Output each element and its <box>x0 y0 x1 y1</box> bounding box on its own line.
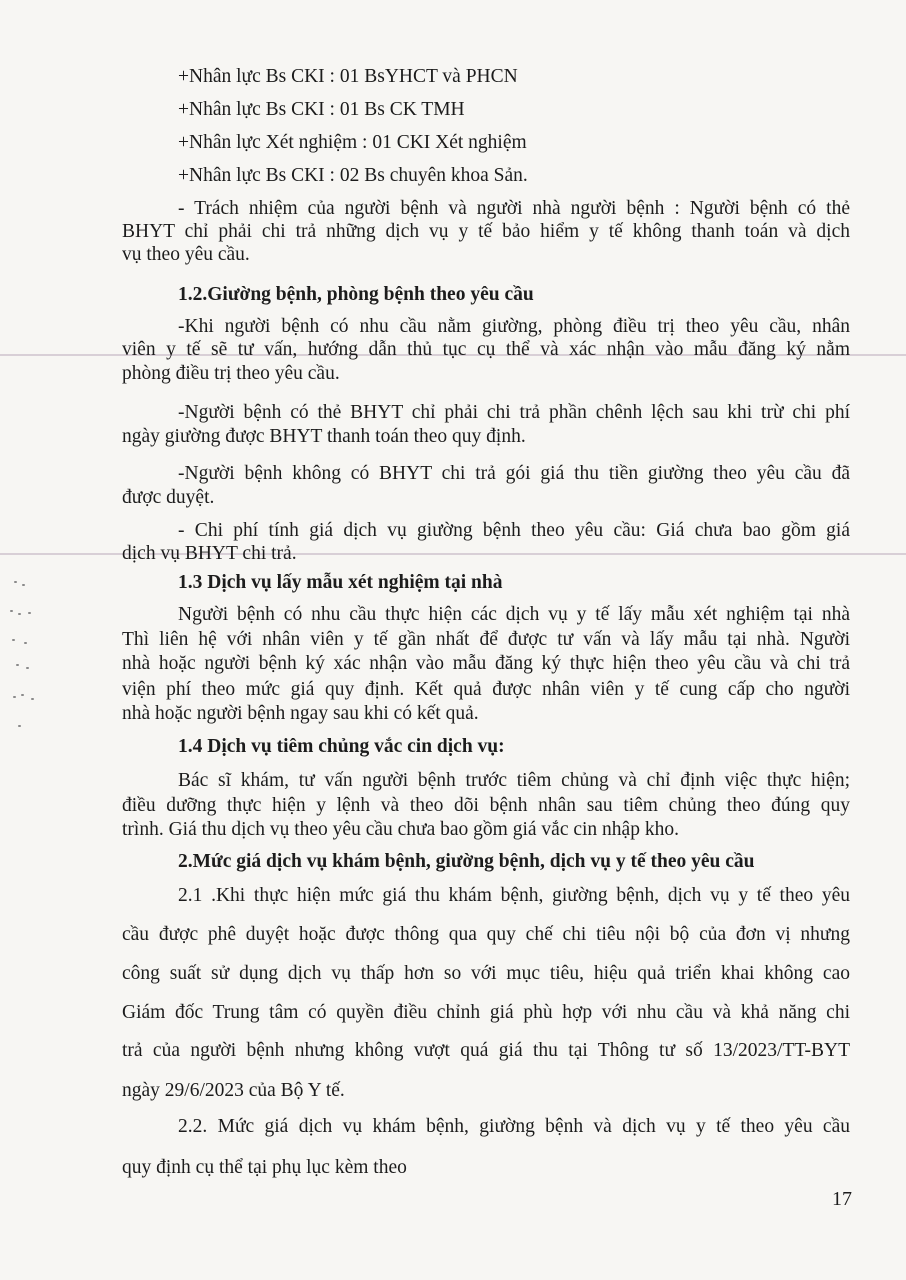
paragraph-line: vụ theo yêu cầu. <box>122 244 250 265</box>
scan-specks <box>4 662 44 674</box>
staff-line: +Nhân lực Bs CKI : 02 Bs chuyên khoa Sản. <box>178 165 528 186</box>
paragraph-line: - Chi phí tính giá dịch vụ giường bệnh theo yêu cầu: Giá chưa bao gồm giá <box>178 520 850 541</box>
section-heading: 1.3 Dịch vụ lấy mẫu xét nghiệm tại nhà <box>178 572 503 593</box>
paragraph-line: phòng điều trị theo yêu cầu. <box>122 363 340 384</box>
scan-specks <box>4 692 44 704</box>
staff-line: +Nhân lực Xét nghiệm : 01 CKI Xét nghiệm <box>178 132 527 153</box>
scan-specks <box>4 722 44 734</box>
paragraph-line: nhà hoặc người bệnh ngay sau khi có kết quả. <box>122 703 479 724</box>
scan-specks <box>4 608 44 620</box>
paragraph-line: điều dưỡng thực hiện y lệnh và theo dõi bệnh nhân sau tiêm chủng theo đúng quy <box>122 795 850 816</box>
section-heading: 1.4 Dịch vụ tiêm chủng vắc cin dịch vụ: <box>178 736 505 757</box>
paragraph-line: ngày giường được BHYT thanh toán theo quy định. <box>122 426 526 447</box>
page-number: 17 <box>832 1188 852 1210</box>
paragraph-line: -Người bệnh không có BHYT chi trả gói giá thu tiền giường theo yêu cầu đã <box>178 463 850 484</box>
paragraph-line: trả của người bệnh nhưng không vượt quá giá thu tại Thông tư số 13/2023/TT-BYT <box>122 1040 850 1061</box>
staff-line: +Nhân lực Bs CKI : 01 BsYHCT và PHCN <box>178 66 518 87</box>
paragraph-line: dịch vụ BHYT chi trả. <box>122 543 297 564</box>
paragraph-line: -Người bệnh có thẻ BHYT chỉ phải chi trả phần chênh lệch sau khi trừ chi phí <box>178 402 850 423</box>
paragraph-line: 2.2. Mức giá dịch vụ khám bệnh, giường bệnh và dịch vụ y tế theo yêu cầu <box>178 1116 850 1137</box>
scan-specks <box>4 636 44 648</box>
paragraph-line: nhà hoặc người bệnh ký xác nhận vào mẫu đăng ký thực hiện theo yêu cầu và chi trả <box>122 653 850 674</box>
section-heading: 2.Mức giá dịch vụ khám bệnh, giường bệnh, dịch vụ y tế theo yêu cầu <box>178 851 755 872</box>
paragraph-line: - Trách nhiệm của người bệnh và người nhà người bệnh : Người bệnh có thẻ <box>178 198 850 219</box>
staff-line: +Nhân lực Bs CKI : 01 Bs CK TMH <box>178 99 465 120</box>
paragraph-line: quy định cụ thể tại phụ lục kèm theo <box>122 1157 407 1178</box>
paragraph-line: -Khi người bệnh có nhu cầu nằm giường, phòng điều trị theo yêu cầu, nhân <box>178 316 850 337</box>
paragraph-line: trình. Giá thu dịch vụ theo yêu cầu chưa bao gồm giá vắc cin nhập kho. <box>122 819 679 840</box>
paragraph-line: viện phí theo mức giá quy định. Kết quả được nhân viên y tế cung cấp cho người <box>122 679 850 700</box>
paragraph-line: ngày 29/6/2023 của Bộ Y tế. <box>122 1080 345 1101</box>
paragraph-line: được duyệt. <box>122 487 215 508</box>
paragraph-line: BHYT chỉ phải chi trả những dịch vụ y tế bảo hiểm y tế không thanh toán và dịch <box>122 221 850 242</box>
paragraph-line: 2.1 .Khi thực hiện mức giá thu khám bệnh, giường bệnh, dịch vụ y tế theo yêu <box>178 885 850 906</box>
paragraph-line: công suất sử dụng dịch vụ thấp hơn so với mục tiêu, hiệu quả triển khai không cao <box>122 963 850 984</box>
section-heading: 1.2.Giường bệnh, phòng bệnh theo yêu cầu <box>178 284 534 305</box>
paragraph-line: Thì liên hệ với nhân viên y tế gần nhất để được tư vấn và lấy mẫu tại nhà. Người <box>122 629 850 650</box>
scan-specks <box>4 578 44 590</box>
paragraph-line: Người bệnh có nhu cầu thực hiện các dịch vụ y tế lấy mẫu xét nghiệm tại nhà <box>178 604 850 625</box>
paragraph-line: Giám đốc Trung tâm có quyền điều chỉnh giá phù hợp với nhu cầu và khả năng chi <box>122 1002 850 1023</box>
paragraph-line: Bác sĩ khám, tư vấn người bệnh trước tiêm chủng và chỉ định việc thực hiện; <box>178 770 850 791</box>
paragraph-line: viên y tế sẽ tư vấn, hướng dẫn thủ tục cụ thể và xác nhận vào mẫu đăng ký nằm <box>122 339 850 360</box>
paragraph-line: cầu được phê duyệt hoặc được thông qua quy chế chi tiêu nội bộ của đơn vị nhưng <box>122 924 850 945</box>
